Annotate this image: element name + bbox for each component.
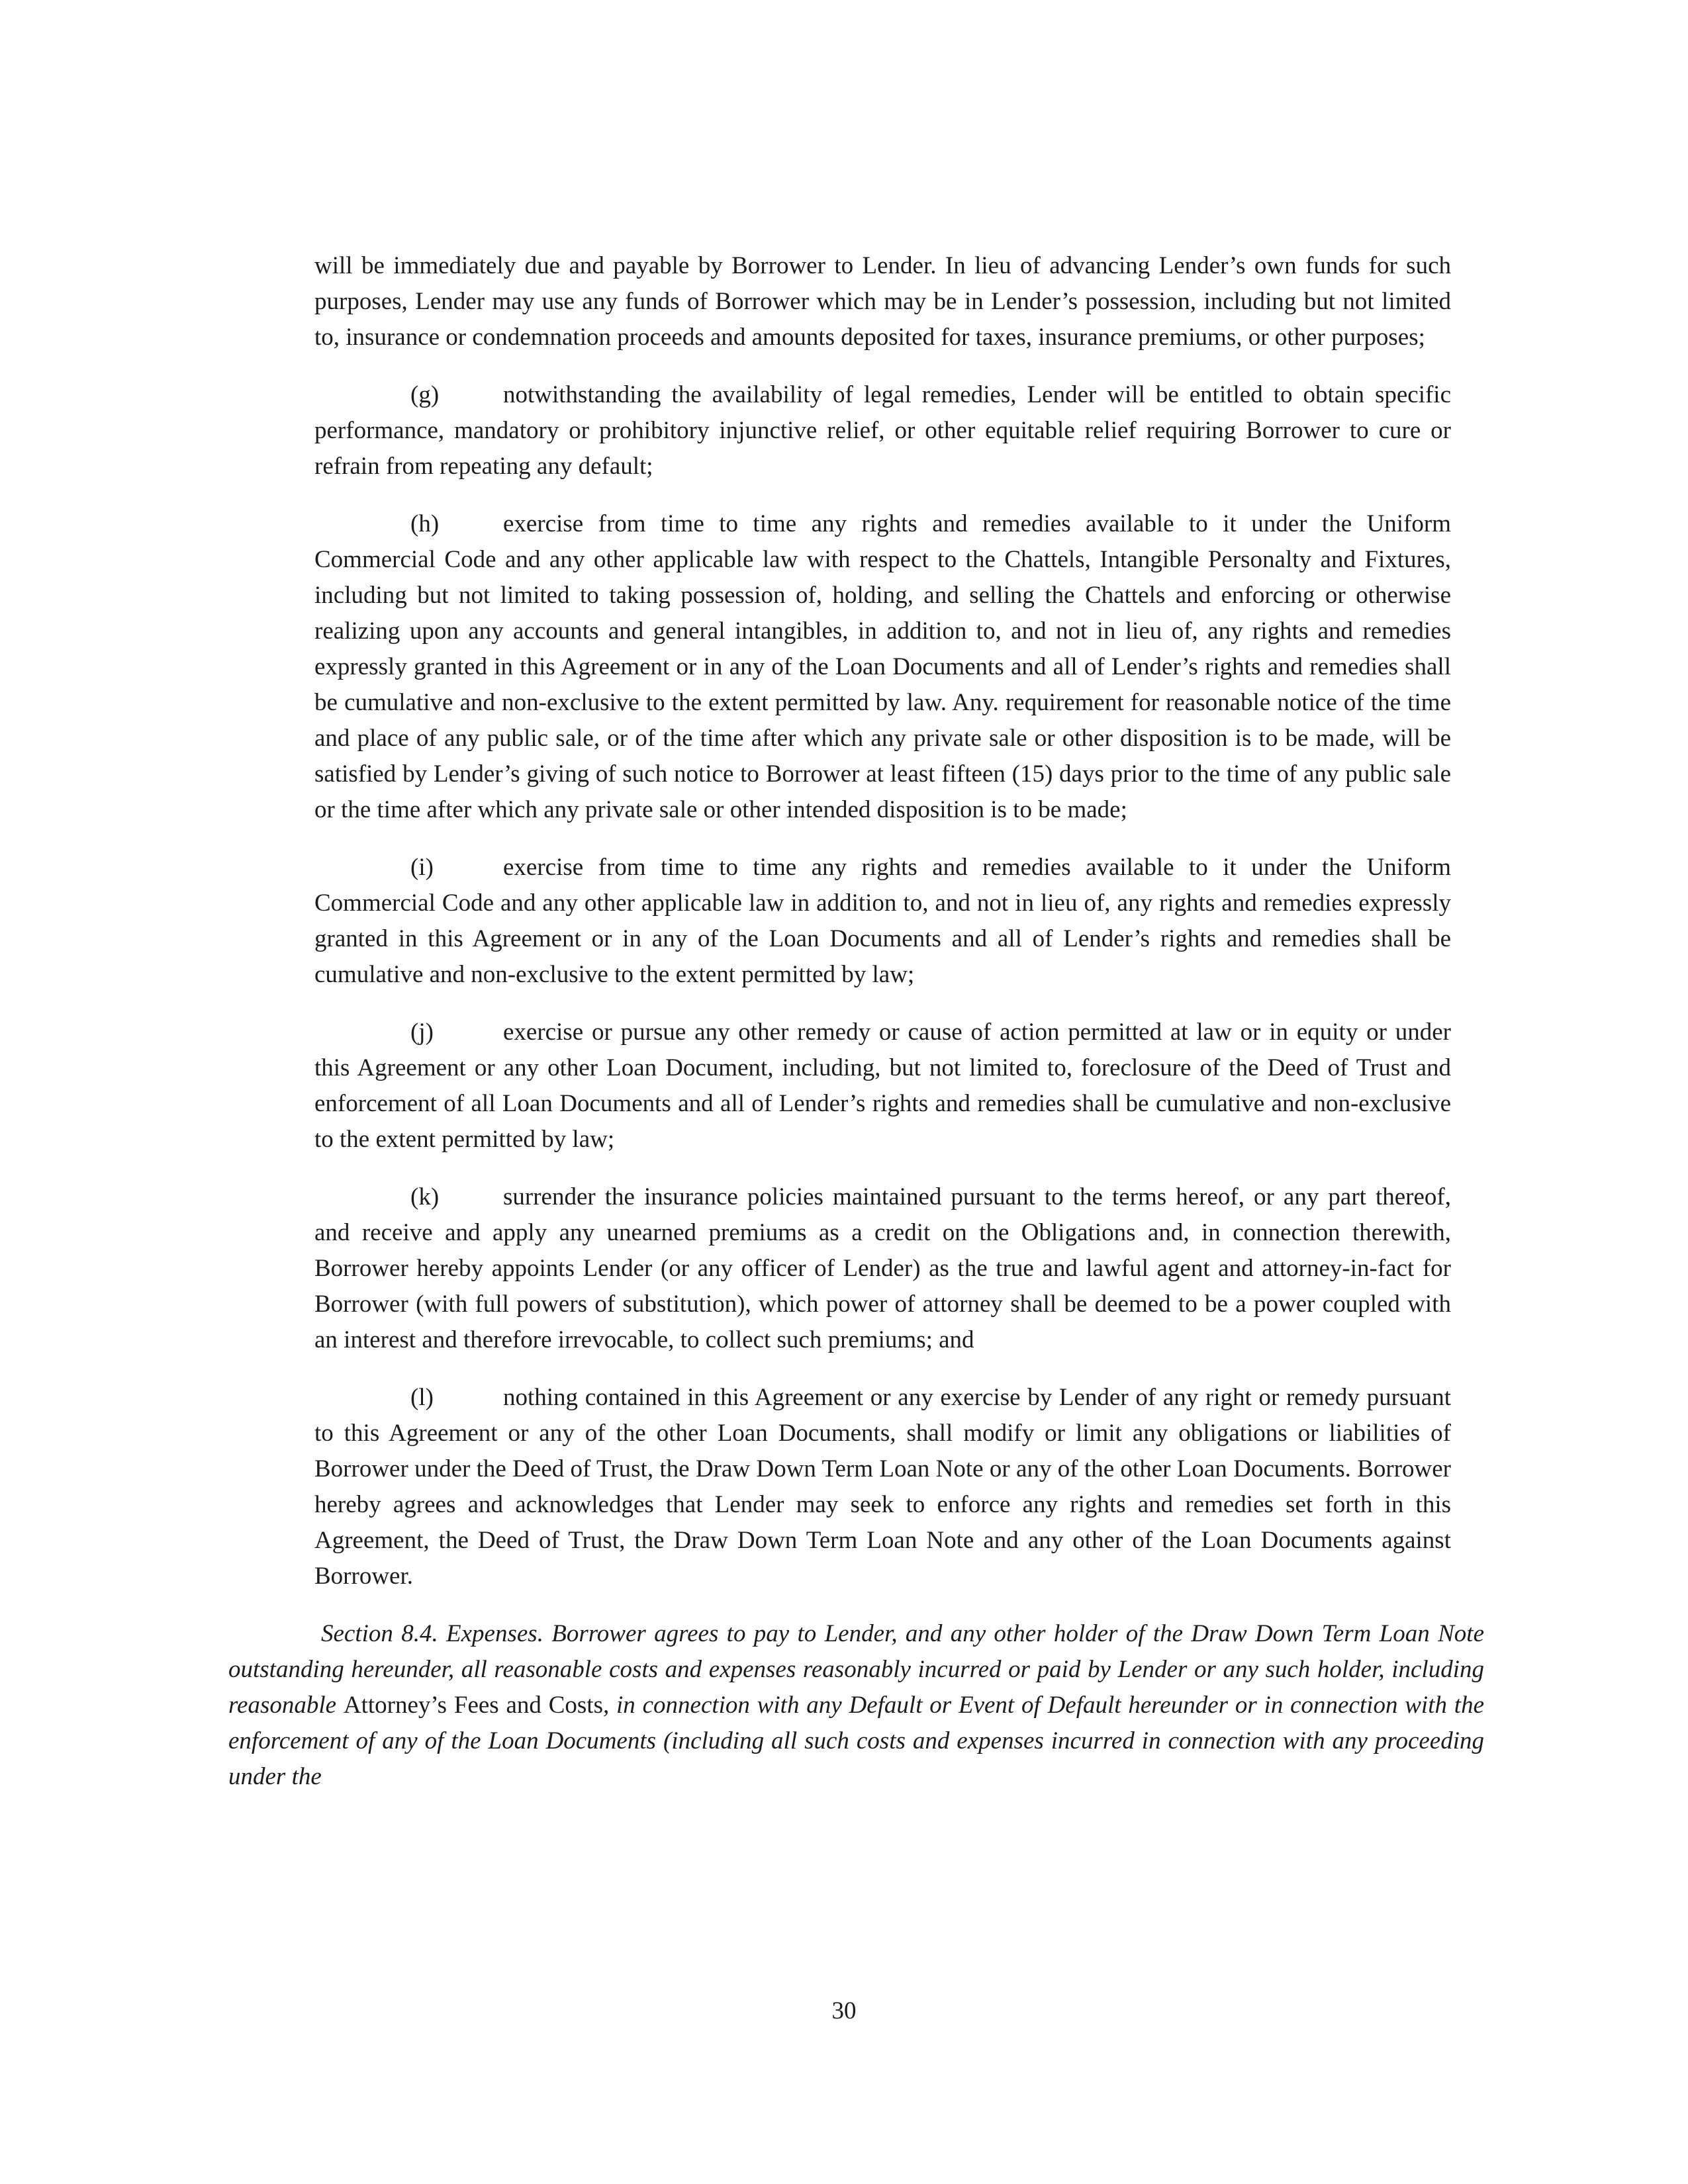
paragraph-k-text: surrender the insurance policies maintained pursuant to the terms hereof, or any part thereof, and receive and apply any unearned premiums as a credit on the Obligations and, in connection therewith, Borrower hereby appoints Lender (or any officer of Lender) as the true and lawful agent and attorney-in-fact for Borrower (with full powers of substitution), which power of attorney shall be deemed to be a power coupled with an interest and therefore irrevocable, to collect such premiums; and [314, 1183, 1451, 1353]
section-8-4-expenses [228, 1616, 1484, 1795]
paragraph-l-label: (l) [410, 1384, 434, 1411]
section-8-4-segment-italic-2: , in connection with any Default or Event of Default hereunder or in connection with the enforcement of any of the Loan Documents (including all such costs and expenses incurred in connection with any proceeding under the [228, 1692, 1484, 1790]
paragraph-i-text: exercise from time to time any rights and remedies available to it under the Uniform Commercial Code and any other applicable law in addition to, and not in lieu of, any rights and remedies expressly granted in this Agreement or in any of the Loan Documents and all of Lender’s rights and remedies shall be cumulative and non-exclusive to the extent permitted by law; [314, 854, 1451, 988]
paragraph-continuation: will be immediately due and payable by Borrower to Lender. In lieu of advancing Lender’s own funds for such purposes, Lender may use any funds of Borrower which may be in Lender’s possession, including but not limited to, insurance or condemnation proceeds and amounts deposited for taxes, insurance premiums, or other purposes; [314, 252, 1451, 351]
paragraph-l-text: nothing contained in this Agreement or any exercise by Lender of any right or remedy pursuant to this Agreement or any of the other Loan Documents, shall modify or limit any obligations or liabilities of Borrower under the Deed of Trust, the Draw Down Term Loan Note or any of the other Loan Documents. Borrower hereby agrees and acknowledges that Lender may seek to enforce any rights and remedies set forth in this Agreement, the Deed of Trust, the Draw Down Term Loan Note and any other of the Loan Documents against Borrower. [314, 1384, 1451, 1590]
page-number: 30 [831, 1997, 857, 2025]
paragraph-g [314, 377, 1451, 484]
paragraph-g-label: (g) [410, 381, 440, 408]
paragraph-j [314, 1015, 1451, 1158]
section-8-4-segment-italic-1: Section 8.4. Expenses. Borrower agrees to pay to Lender, and any other holder of the Draw Down Term Loan Note outstanding hereunder, all reasonable costs and expenses reasonably incurred or paid by Lender or any such holder, including reasonable [228, 1620, 1484, 1719]
section-8-4-segment-roman: Attorney’s Fees and Costs [343, 1692, 603, 1719]
paragraph-h [314, 506, 1451, 828]
paragraph-h-label: (h) [410, 510, 440, 537]
paragraph-l [314, 1380, 1451, 1594]
paragraph-k [314, 1179, 1451, 1358]
paragraph-h-text: exercise from time to time any rights and remedies available to it under the Uniform Commercial Code and any other applicable law with respect to the Chattels, Intangible Personalty and Fixtures, including but not limited to taking possession of, holding, and selling the Chattels and enforcing or otherwise realizing upon any accounts and general intangibles, in addition to, and not in lieu of, any rights and remedies expressly granted in this Agreement or in any of the Loan Documents and all of Lender’s rights and remedies shall be cumulative and non-exclusive to the extent permitted by law. Any. requirement for reasonable notice of the time and place of any public sale, or of the time after which any private sale or other disposition is to be made, will be satisfied by Lender’s giving of such notice to Borrower at least fifteen (15) days prior to the time of any public sale or the time after which any private sale or other intended disposition is to be made; [314, 510, 1451, 823]
paragraph-g-text: notwithstanding the availability of legal remedies, Lender will be entitled to obtain specific performance, mandatory or prohibitory injunctive relief, or other equitable relief requiring Borrower to cure or refrain from repeating any default; [314, 381, 1451, 480]
paragraph-k-label: (k) [410, 1183, 440, 1210]
paragraph-j-label: (j) [410, 1019, 434, 1046]
paragraph-j-text: exercise or pursue any other remedy or cause of action permitted at law or in equity or under this Agreement or any other Loan Document, including, but not limited to, foreclosure of the Deed of Trust and enforcement of all Loan Documents and all of Lender’s rights and remedies shall be cumulative and non-exclusive to the extent permitted by law; [314, 1019, 1451, 1153]
paragraph-i-label: (i) [410, 854, 434, 881]
paragraph-i [314, 850, 1451, 993]
